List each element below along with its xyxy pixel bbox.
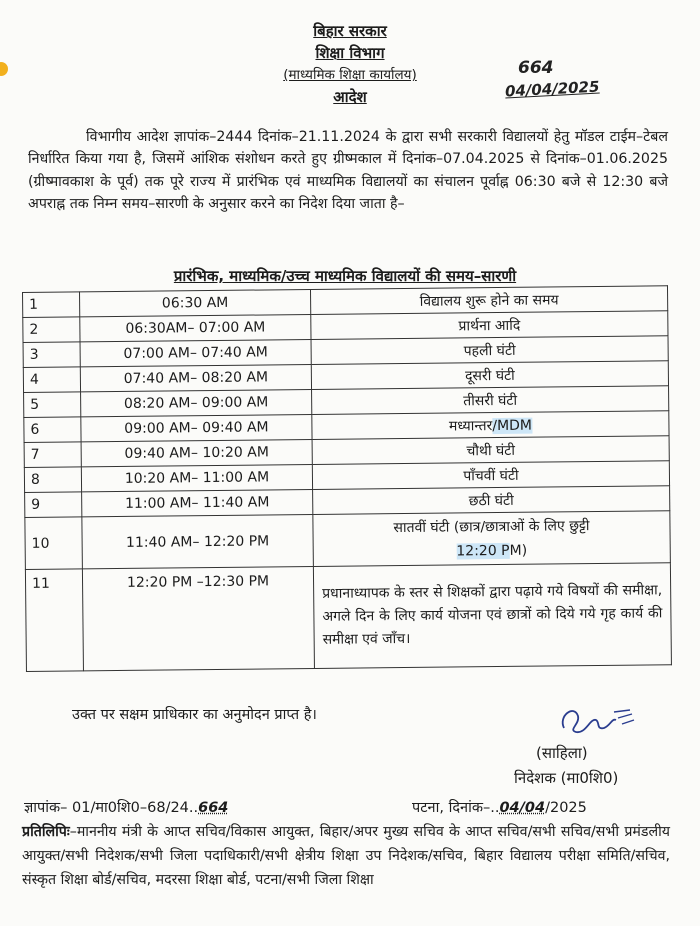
time-cell: 07:00 AM– 07:40 AM [80,339,311,366]
serial-cell: 10 [25,517,83,570]
time-cell: 07:40 AM– 08:20 AM [80,364,311,391]
time-cell: 08:20 AM– 09:00 AM [81,389,312,416]
highlighted-text: /MDM [492,417,533,434]
table-row [25,563,671,672]
activity-cell: छठी घंटी [313,486,670,515]
order-paragraph: विभागीय आदेश ज्ञापांक–2444 दिनांक–21.11.2024 के द्वारा सभी सरकारी विद्यालयों हेतु मॉडल टाईम–टेबल निर्धारित किया गया है, जिसमें आंशिक संशोधन करते हुए ग्रीष्मकाल में दिनांक–07.04.2025 से दिनांक–01.06.2025 (ग्रीष्मावकाश के पूर्व) तक पूरे राज्य में प्रारंभिक एवं माध्यमिक विद्यालयों का संचालन पूर्वाह्न 06:30 बजे से 12:30 बजे अपराह्न तक निम्न समय–सारणी के अनुसार करने का निदेश दिया जाता है– [28,129,668,213]
activity-cell: पहली घंटी [311,336,668,365]
letterhead [200,20,500,108]
signature-icon [556,698,636,740]
serial-cell: 7 [24,442,81,468]
serial-cell: 6 [24,417,81,443]
time-cell: 06:30 AM [80,289,311,316]
timetable [22,285,672,672]
serial-cell: 11 [25,569,83,672]
activity-cell: चौथी घंटी [312,436,669,465]
activity-text: सातवीं घंटी (छात्र/छात्राओं के लिए छुट्टी [393,517,590,536]
date-written: 04/04 [499,800,546,816]
date-year: /2025 [545,800,587,816]
serial-cell: 8 [24,467,81,493]
activity-cell [312,411,669,440]
time-cell: 10:20 AM– 11:00 AM [81,464,312,491]
activity-cell: पाँचवीं घंटी [312,461,669,490]
govt-name: बिहार सरकार [313,22,387,40]
handwritten-number: 664 [518,58,554,78]
activity-cell: दूसरी घंटी [311,361,668,390]
activity-cell: प्रार्थना आदि [311,311,668,340]
activity-cell: विद्यालय शुरू होने का समय [310,286,667,315]
signatory-name: (साहिला) [536,744,588,762]
activity-cell [313,511,671,567]
serial-cell: 9 [25,492,82,518]
place-prefix: पटना, दिनांक–.. [412,800,500,816]
highlighted-text: 12:20 P [456,542,510,559]
serial-cell: 2 [23,317,80,343]
table-row [25,511,671,570]
serial-cell: 1 [23,292,80,318]
timetable-title: प्रारंभिक, माध्यमिक/उच्च माध्यमिक विद्यालयों की समय–सारणी [173,267,517,285]
approval-line: उक्त पर सक्षम प्राधिकार का अनुमोदन प्राप्त है। [72,707,317,723]
activity-cell: प्रधानाध्यापक के स्तर से शिक्षकों द्वारा पढ़ाये गये विषयों की समीक्षा, अगले दिन के लिए कार्य योजना एवं छात्रों को दिये गये गृह कार्य की समीक्षा एवं जाँच। [313,563,671,669]
time-cell: 12:20 PM –12:30 PM [82,566,314,670]
activity-cell: तीसरी घंटी [312,386,669,415]
signatory-designation: निदेशक (मा0शि0) [514,769,619,787]
serial-cell: 3 [23,342,80,368]
memo-prefix: ज्ञापांक– 01/मा0शि0–68/24.. [24,800,199,816]
time-cell: 09:40 AM– 10:20 AM [81,439,312,466]
copy-to-label: प्रतिलिपिः [22,824,70,840]
time-cell: 09:00 AM– 09:40 AM [81,414,312,441]
department-name: शिक्षा विभाग [315,44,385,62]
copy-to-text: –माननीय मंत्री के आप्त सचिव/विकास आयुक्त, बिहार/अपर मुख्य सचिव के आप्त सचिव/सभी सचिव/सभी प्रमंडलीय आयुक्त/सभी निदेशक/सभी जिला पदाधिकारी/सभी क्षेत्रीय शिक्षा उप निदेशक/सचिव, बिहार विद्यालय परीक्षा समिति/सचिव, संस्कृत शिक्षा बोर्ड/सचिव, मदरसा शिक्षा बोर्ड, पटना/सभी जिला शिक्षा [22,824,670,888]
serial-cell: 4 [23,367,80,393]
place-date [412,797,587,817]
copy-to [22,820,670,892]
scroll-marker-icon [0,62,8,76]
serial-cell: 5 [24,392,81,418]
activity-text: मध्यान्तर [448,417,493,435]
time-cell: 06:30AM– 07:00 AM [80,314,311,341]
document-type: आदेश [333,88,367,106]
memo-reference [24,797,228,817]
time-cell: 11:00 AM– 11:40 AM [82,489,313,516]
office-name: (माध्यमिक शिक्षा कार्यालय) [283,67,417,83]
handwritten-date: 04/04/2025 [504,77,600,101]
memo-number: 664 [198,800,229,816]
time-cell: 11:40 AM– 12:20 PM [82,514,314,568]
activity-text-end: M) [509,542,528,559]
